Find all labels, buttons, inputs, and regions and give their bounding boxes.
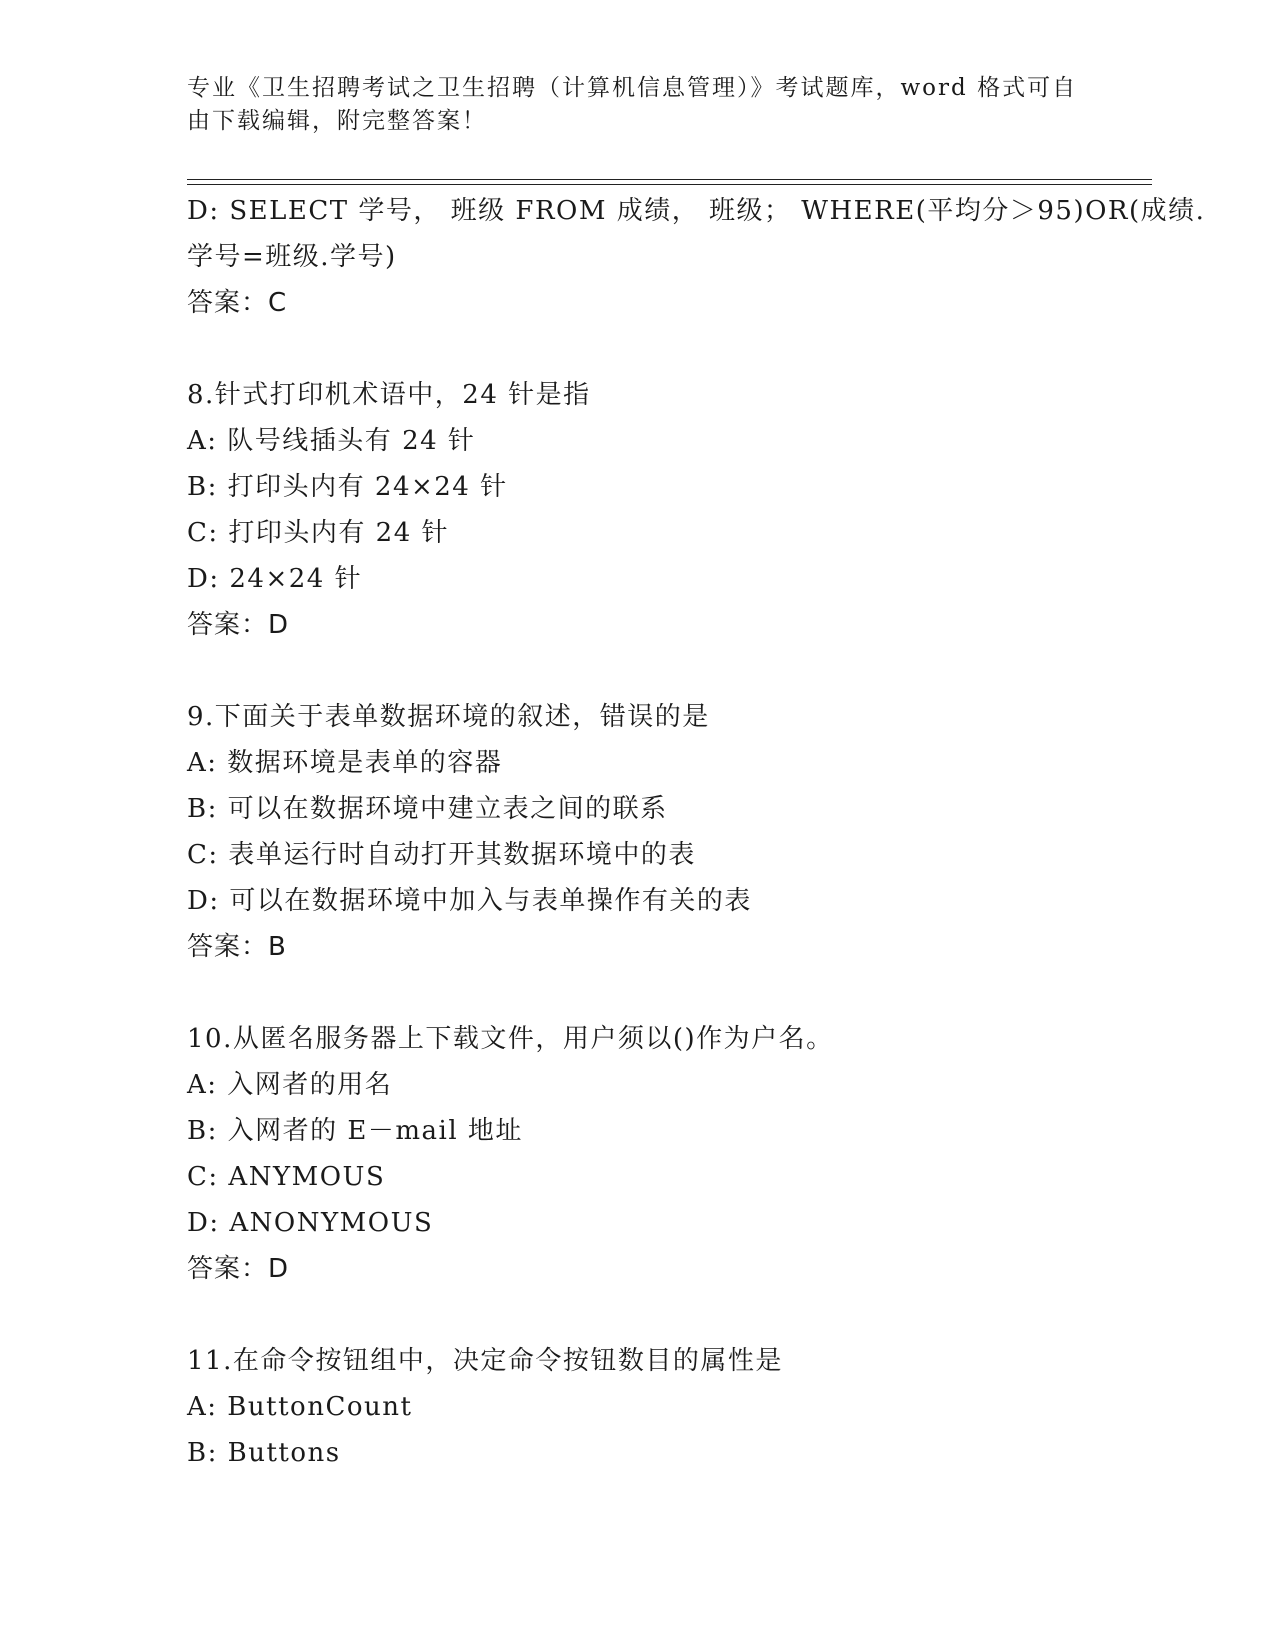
question-stem: 11.在命令按钮组中，决定命令按钮数目的属性是 [187, 1346, 783, 1376]
option-c: C: 表单运行时自动打开其数据环境中的表 [187, 840, 696, 870]
spacer [187, 970, 1117, 1016]
option-d: D: 可以在数据环境中加入与表单操作有关的表 [187, 886, 752, 916]
question-stem: 8.针式打印机术语中，24 针是指 [187, 380, 591, 410]
option-a: A: 数据环境是表单的容器 [187, 748, 503, 778]
option-a: A: 入网者的用名 [187, 1070, 393, 1100]
spacer [187, 1292, 1117, 1338]
question-10 [187, 1016, 1117, 1292]
answer-line: 答案：D [187, 1254, 290, 1284]
question-stem: 10.从匿名服务器上下载文件，用户须以()作为户名。 [187, 1024, 834, 1054]
option-a: A: 队号线插头有 24 针 [187, 426, 476, 456]
header-divider-bottom [187, 184, 1152, 185]
spacer [187, 648, 1117, 694]
question-11 [187, 1338, 1117, 1476]
question-9 [187, 694, 1117, 970]
question-8 [187, 372, 1117, 648]
answer-line: 答案：D [187, 610, 290, 640]
option-c: C: 打印头内有 24 针 [187, 518, 450, 548]
spacer [187, 326, 1117, 372]
option-d: D: SELECT 学号， 班级 FROM 成绩， 班级； WHERE(平均分＞95)OR(成绩. [187, 196, 1206, 226]
option-b: B: 入网者的 E－mail 地址 [187, 1116, 523, 1146]
option-d: D: ANONYMOUS [187, 1208, 434, 1238]
option-a: A: ButtonCount [187, 1392, 413, 1422]
answer-line: 答案：B [187, 932, 287, 962]
header-line-1: 专业《卫生招聘考试之卫生招聘（计算机信息管理）》考试题库，word 格式可自 [187, 75, 1078, 101]
question-7-continuation [187, 188, 1206, 326]
header-divider-top [187, 179, 1152, 180]
question-stem: 9.下面关于表单数据环境的叙述，错误的是 [187, 702, 710, 732]
document-header [187, 72, 1087, 138]
option-d: D: 24×24 针 [187, 564, 363, 594]
header-line-2: 由下载编辑，附完整答案！ [187, 108, 487, 134]
answer-line: 答案：C [187, 288, 288, 318]
option-d-wrap: 学号=班级.学号) [187, 242, 397, 272]
question-list [187, 188, 1206, 1476]
option-c: C: ANYMOUS [187, 1162, 386, 1192]
option-b: B: 可以在数据环境中建立表之间的联系 [187, 794, 668, 824]
option-b: B: 打印头内有 24×24 针 [187, 472, 508, 502]
option-b: B: Buttons [187, 1438, 341, 1468]
